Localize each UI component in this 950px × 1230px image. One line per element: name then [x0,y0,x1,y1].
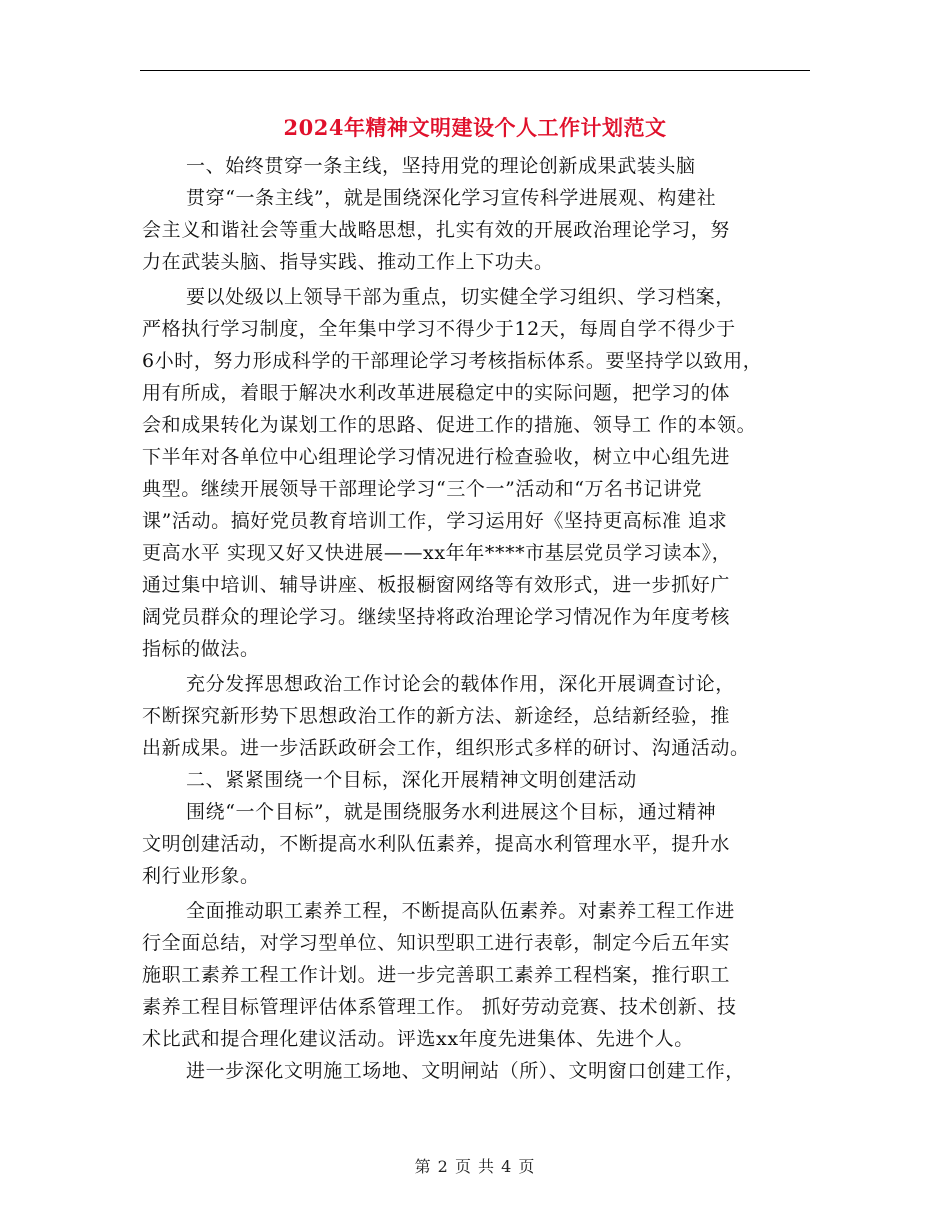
paragraph-line: 6小时，努力形成科学的干部理论学习考核指标体系。要坚持学以致用， [142,350,763,372]
document-title: 2024年精神文明建设个人工作计划范文 [283,115,667,140]
paragraph-line: 用有所成，着眼于解决水利改革进展稳定中的实际问题，把学习的体 [142,382,731,404]
paragraph-line: 施职工素养工程工作计划。进一步完善职工素养工程档案，推行职工 [142,964,731,986]
paragraph-line: 更高水平 实现又好又快进展——xx年年****市基层党员学习读本》， [142,542,732,564]
paragraph-line: 会主义和谐社会等重大战略思想，扎实有效的开展政治理论学习，努 [142,219,731,241]
section-heading-2: 二、紧紧围绕一个目标，深化开展精神文明创建活动 [186,769,637,791]
document-body [142,150,812,1087]
paragraph-line: 严格执行学习制度，全年集中学习不得少于12天，每周自学不得少于 [142,318,736,340]
paragraph-line: 阔党员群众的理论学习。继续坚持将政治理论学习情况作为年度考核 [142,606,731,628]
paragraph-line: 利行业形象。 [142,865,260,887]
paragraph-line: 素养工程目标管理评估体系管理工作。 抓好劳动竞赛、技术创新、技 [142,996,737,1018]
section-heading-1: 一、始终贯穿一条主线，坚持用党的理论创新成果武装头脑 [186,155,696,177]
paragraph-line: 出新成果。进一步活跃政研会工作，组织形式多样的研讨、沟通活动。 [142,737,750,759]
paragraph-line: 围绕“一个目标”，就是围绕服务水利进展这个目标，通过精神 [186,801,717,823]
paragraph-line: 力在武装头脑、指导实践、推动工作上下功夫。 [142,251,554,273]
paragraph-line: 要以处级以上领导干部为重点，切实健全学习组织、学习档案， [186,286,735,308]
paragraph-line: 下半年对各单位中心组理论学习情况进行检查验收，树立中心组先进 [142,446,731,468]
paragraph-line: 通过集中培训、辅导讲座、板报橱窗网络等有效形式，进一步抓好广 [142,574,731,596]
paragraph-line: 贯穿“一条主线”，就是围绕深化学习宣传科学进展观、构建社 [186,187,717,209]
paragraph-line: 不断探究新形势下思想政治工作的新方法、新途经，总结新经验，推 [142,705,731,727]
paragraph-line: 进一步深化文明施工场地、文明闸站（所）、文明窗口创建工作， [186,1060,745,1082]
paragraph-line: 文明创建活动，不断提高水利队伍素养，提高水利管理水平，提升水 [142,833,731,855]
header-rule [140,70,810,71]
paragraph-line: 术比武和提合理化建议活动。评选xx年度先进集体、先进个人。 [142,1028,694,1050]
paragraph-line: 行全面总结，对学习型单位、知识型职工进行表彰，制定今后五年实 [142,932,731,954]
paragraph-line: 指标的做法。 [142,638,260,660]
paragraph-line: 全面推动职工素养工程，不断提高队伍素养。对素养工程工作进 [186,900,735,922]
paragraph-line: 典型。继续开展领导干部理论学习“三个一”活动和“万名书记讲党 [142,478,703,500]
paragraph-line: 充分发挥思想政治工作讨论会的载体作用，深化开展调查讨论， [186,673,735,695]
page-number-footer: 第 2 页 共 4 页 [414,1157,536,1176]
paragraph-line: 课”活动。搞好党员教育培训工作，学习运用好《坚持更高标准 追求 [142,510,728,532]
paragraph-line: 会和成果转化为谋划工作的思路、促进工作的措施、领导工 作的本领。 [142,414,757,436]
